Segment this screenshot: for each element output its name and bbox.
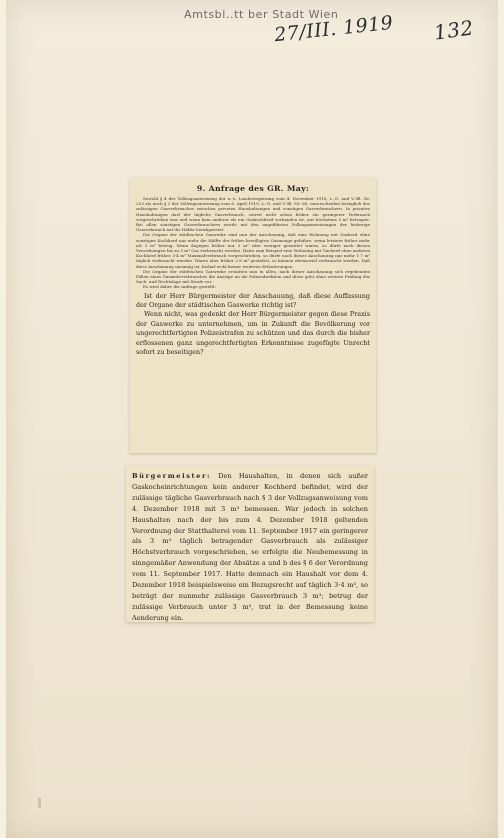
small-paragraph: Die Organe der städtischen Gaswerke sind nun der Anschauung, daß eine Wohnung mit Gasherd ohne sonstigen Kochherd nur mehr die Hälfte der früher bewilligten Gasmenge gebühre, wenn letztere früher mehr als 3 m³ betrug. Wenn dagegen früher nur 3 m³ oder weniger gestattet waren, so dürfe nach diesen Verordnungen bis zu 3 m³ Gas verbraucht werden. Hatte zum Beispiel eine Wohnung mit Gasherd ohne anderen Kochherd früher 3·4 m³ Maximalverbrauch vorgeschrieben, so dürfe nach dieser Anschauung nur mehr 1·7 m³ täglich verbraucht werden. Waren aber früher 2·8 m³ gestattet, so können ebensoviel verbraucht werden. Daß diese Anschauung unsinnig ist, bedarf wohl keiner weiteren Erläuterungen. — [136, 232, 370, 269]
question-paragraph: Wenn nicht, was gedenkt der Herr Bürgermeister gegen diese Praxis der Gaswerke zu unternehmen, um in Zukunft die Bevölkerung vor ungerechtfertigten Polizeistrafen zu schützen und das durch die bisher erflossenen ganz ungerechtfertigten Erkenntnisse zugefügte Unrecht sofort zu beseitigen? — [136, 310, 370, 357]
paper-mark — [38, 798, 41, 808]
small-paragraph: Die Organe der städtischen Gaswerke erstatten nun in allen, nach dieser Anschauung sich ergebenden Fällen eines Gasmehrverbrauches die Anzeige an die Polizeidirektion und diese geht ohne weitere Prüfung der Sach- und Rechtslage mit Strafe vor. — [136, 268, 370, 285]
folio-number: 132 — [432, 15, 476, 45]
inquiry-question-text — [136, 292, 370, 358]
inquiry-title: 9. Anfrage des GR. May: — [196, 184, 310, 193]
newspaper-clipping-answer — [126, 466, 374, 622]
small-paragraph: Es wird daher die Anfrage gestellt: — [143, 284, 216, 290]
handwritten-date: 27/III. 1919 — [273, 11, 395, 47]
small-paragraph: Sowohl § 4 der Vollzugsanweisung der n.-ö. Landesregierung vom 4. November 1918, L.-G. und V.-Bl. Nr. 253 als auch § 2 der Vollzugsanweisung vom 6. April 1919, L.-G. und V.-Bl. Nr. 60, unterscheiden bezüglich des zulässigen Gasverbrauches zwischen privaten Haushaltungen und sonstigen Gasverbrauchern. In privaten Haushaltungen darf der tägliche Gasverbrauch, soweit nicht schon früher ein geringerer Verbrauch vorgeschrieben war und wenn kein anderer als ein Gaskochherd vorhanden ist, nur höchstens 3 m³ betragen. Bei allen sonstigen Gasverbrauchern wurde mit den angeführten Vollzugsanweisungen der bisherige Gasverbrauch auf die Hälfte herabgesetzt. — [136, 196, 370, 233]
answer-text — [132, 471, 368, 624]
answer-body: Den Haushalten, in denen sich außer Gaskocheinrichtungen kein anderer Kochherd befindet, wird der zulässige tägliche Gasverbrauch nach § 3 der Vollzugsanweisung vom 4. Dezember 1918 mit 3 m³ bemessen. War jedoch in solchen Haushalten nach der bis zum 4. Dezember 1918 geltenden Verordnung der Statthalterei vom 11. September 1917 ein geringerer als 3 m³ täglich betragender Gasverbrauch als zulässiger Höchstverbrauch vorgeschrieben, so erfolgte die Neubemessung in sinngemäßer Anwendung der Absätze a und b des § 6 der Verordnung vom 11. September 1917. Hatte demnach ein Haushalt vor dem 4. Dezember 1918 beispielsweise ein Bezugsrecht auf täglich 3·4 m³, so beträgt der nunmehr zulässige Gasverbrauch 3 m³; betrug der zulässige Verbrauch unter 3 m³, trat in der Bemessung keine Aenderung ein. — [132, 472, 368, 622]
newspaper-clipping-inquiry — [130, 178, 376, 453]
answer-speaker: Bürgermeister: — [132, 472, 212, 480]
archive-stamp: Amtsbl..tt ber Stadt Wien — [184, 8, 339, 21]
inquiry-small-text — [136, 196, 370, 290]
question-paragraph: Ist der Herr Bürgermeister der Anschauung, daß diese Auffassung der Organe der städtischen Gaswerke richtig ist? — [136, 291, 370, 310]
